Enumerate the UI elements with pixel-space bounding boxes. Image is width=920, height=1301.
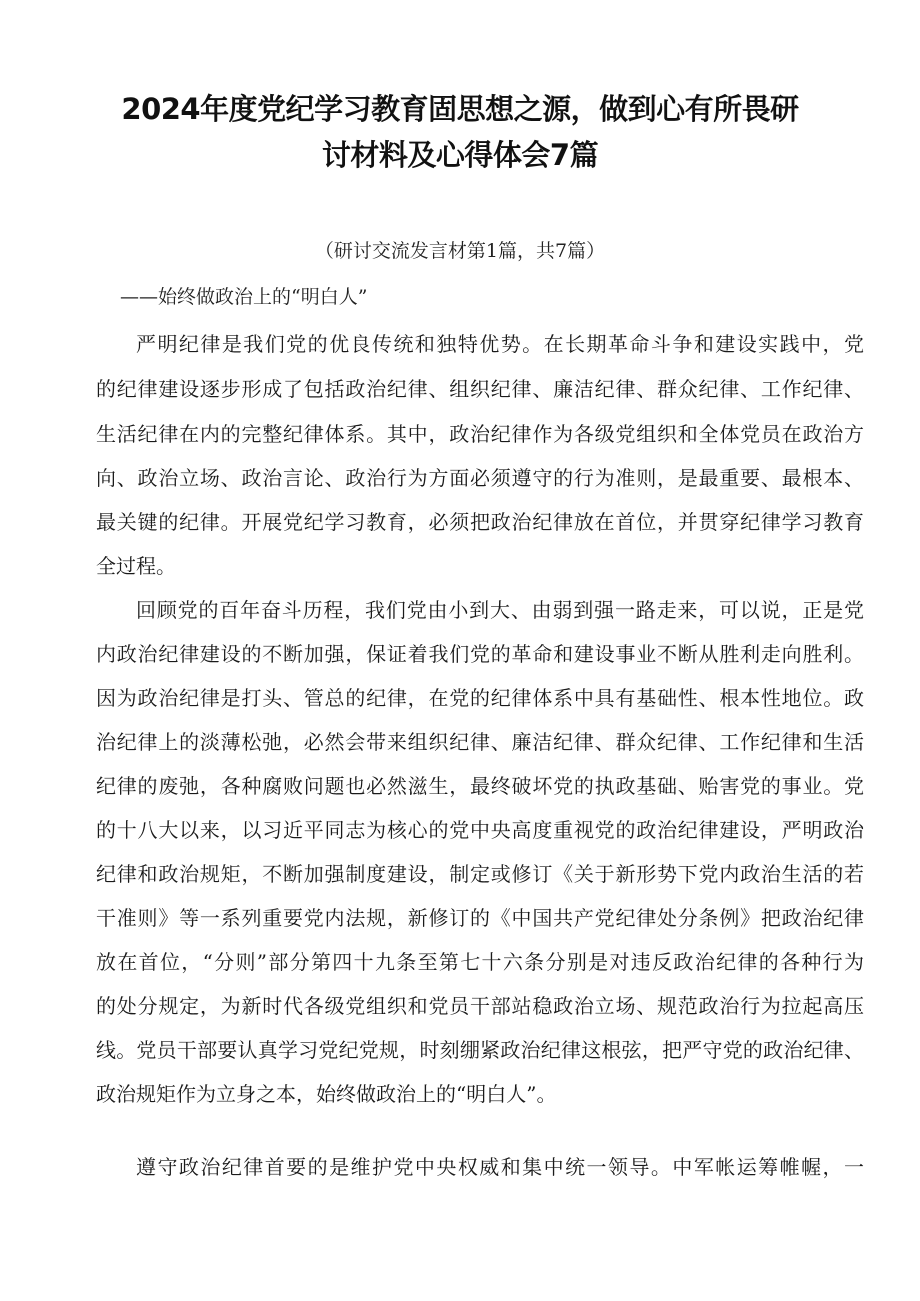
paragraph-2-line: 放在首位，“分则”部分第四十九条至第七十六条分别是对违反政治纪律的各种行为: [96, 950, 864, 974]
paragraph-1-line: 生活纪律在内的完整纪律体系。其中，政治纪律作为各级党组织和全体党员在政治方: [96, 422, 864, 446]
section-heading: ——始终做政治上的“明白人”: [120, 286, 368, 308]
document-title-line-2: 讨材料及心得体会7篇: [321, 138, 599, 172]
paragraph-1-line: 最关键的纪律。开展党纪学习教育，必须把政治纪律放在首位，并贯穿纪律学习教育: [96, 510, 864, 534]
paragraph-2-line: 纪律的废弛，各种腐败问题也必然滋生，最终破坏党的执政基础、贻害党的事业。党: [96, 774, 864, 798]
document-title-line-1: 2024年度党纪学习教育固思想之源，做到心有所畏研: [121, 92, 799, 126]
paragraph-1-line: 严明纪律是我们党的优良传统和独特优势。在长期革命斗争和建设实践中，党: [136, 332, 864, 356]
paragraph-3-line: 遵守政治纪律首要的是维护党中央权威和集中统一领导。中军帐运筹帷幄，一: [136, 1155, 864, 1179]
paragraph-2-line: 的处分规定，为新时代各级党组织和党员干部站稳政治立场、规范政治行为拉起高压: [96, 994, 864, 1018]
paragraph-2-line: 纪律和政治规矩，不断加强制度建设，制定或修订《关于新形势下党内政治生活的若: [96, 862, 864, 886]
paragraph-1-line: 全过程。: [96, 554, 176, 578]
paragraph-2-line: 线。党员干部要认真学习党纪党规，时刻绷紧政治纪律这根弦，把严守党的政治纪律、: [96, 1038, 864, 1062]
paragraph-2-line: 治纪律上的淡薄松弛，必然会带来组织纪律、廉洁纪律、群众纪律、工作纪律和生活: [96, 730, 864, 754]
paragraph-1-line: 的纪律建设逐步形成了包括政治纪律、组织纪律、廉洁纪律、群众纪律、工作纪律、: [96, 377, 864, 401]
paragraph-2-line: 政治规矩作为立身之本，始终做政治上的“明白人”。: [96, 1082, 557, 1106]
paragraph-2-line: 的十八大以来，以习近平同志为核心的党中央高度重视党的政治纪律建设，严明政治: [96, 818, 864, 842]
paragraph-2-line: 内政治纪律建设的不断加强，保证着我们党的革命和建设事业不断从胜利走向胜利。: [96, 642, 864, 666]
paragraph-1-line: 向、政治立场、政治言论、政治行为方面必须遵守的行为准则，是最重要、最根本、: [96, 466, 864, 490]
paragraph-2-line: 因为政治纪律是打头、管总的纪律，在党的纪律体系中具有基础性、根本性地位。政: [96, 686, 864, 710]
document-subtitle: （研讨交流发言材第1篇，共7篇）: [314, 240, 606, 262]
paragraph-2-line: 回顾党的百年奋斗历程，我们党由小到大、由弱到强一路走来，可以说，正是党: [136, 598, 864, 622]
paragraph-2-line: 干准则》等一系列重要党内法规，新修订的《中国共产党纪律处分条例》把政治纪律: [96, 906, 864, 930]
